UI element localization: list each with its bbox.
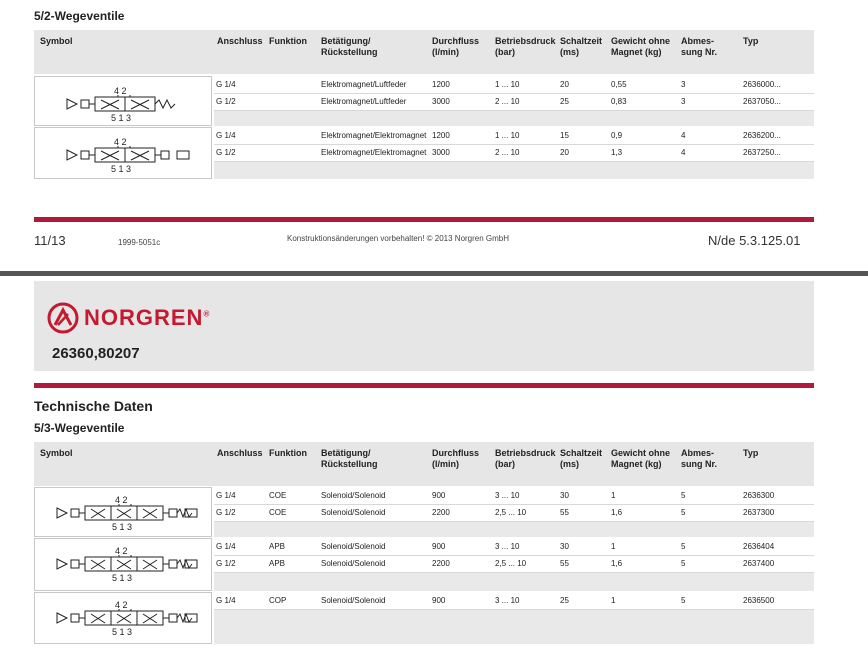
cell-betaetigung: Elektromagnet/Elektromagnet	[321, 148, 427, 157]
cell-betaetigung: Solenoid/Solenoid	[321, 491, 386, 500]
section-title-53: 5/3-Wegeventile	[34, 421, 125, 435]
page-break	[0, 271, 868, 276]
symbol-cell-cop	[34, 592, 212, 644]
cell-betaetigung: Elektromagnet/Luftfeder	[321, 80, 407, 89]
table-row	[214, 555, 814, 572]
brand-name: NORGREN®	[84, 305, 211, 330]
svg-text:5 1 3: 5 1 3	[112, 627, 133, 637]
cell-durchfluss: 3000	[432, 148, 450, 157]
cell-gewicht: 1,3	[611, 148, 623, 157]
header-betriebsdruck: Betriebsdruck (bar)	[495, 36, 556, 57]
header-betaetigung: Betätigung/ Rückstellung	[321, 36, 378, 57]
cell-durchfluss: 1200	[432, 131, 450, 140]
footer-page: 11/13	[34, 233, 66, 248]
cell-abmessung: 5	[681, 542, 686, 551]
cell-anschluss: G 1/2	[216, 508, 236, 517]
cell-typ: 2636404	[743, 542, 775, 551]
cell-abmessung: 5	[681, 596, 686, 605]
cell-druck: 2 ... 10	[495, 97, 520, 106]
svg-text:4 2: 4 2	[115, 495, 128, 505]
cell-anschluss: G 1/2	[216, 148, 236, 157]
cell-typ: 2637050...	[743, 97, 781, 106]
valve-symbol-icon	[35, 77, 211, 125]
header-typ: Typ	[743, 448, 759, 458]
cell-durchfluss: 3000	[432, 97, 450, 106]
cell-gewicht: 1,6	[611, 508, 623, 517]
table-header-53	[34, 442, 814, 486]
header-typ: Typ	[743, 36, 759, 46]
cell-schaltzeit: 20	[560, 148, 569, 157]
cell-funktion: COE	[269, 491, 287, 500]
svg-text:5 1 3: 5 1 3	[112, 573, 133, 583]
footer-code: 1999-5051c	[118, 238, 161, 247]
row-divider	[214, 521, 814, 522]
cell-schaltzeit: 15	[560, 131, 569, 140]
header-abmessung: Abmes- sung Nr.	[681, 36, 718, 57]
header-funktion: Funktion	[269, 448, 307, 458]
cell-gewicht: 0,83	[611, 97, 627, 106]
cell-typ: 2636300	[743, 491, 775, 500]
header-schaltzeit: Schaltzeit (ms)	[560, 36, 603, 57]
cell-druck: 3 ... 10	[495, 596, 520, 605]
row-divider	[214, 609, 814, 610]
cell-gewicht: 1,6	[611, 559, 623, 568]
header-funktion: Funktion	[269, 36, 307, 46]
symbol-cell-apb	[34, 538, 212, 591]
symbol-cell-coe	[34, 487, 212, 537]
valve-symbol-icon	[35, 593, 211, 643]
cell-typ: 2636000...	[743, 80, 781, 89]
table-row	[214, 504, 814, 521]
cell-gewicht: 1	[611, 542, 616, 551]
cell-gewicht: 1	[611, 596, 616, 605]
cell-typ: 2636500	[743, 596, 775, 605]
header-gewicht: Gewicht ohne Magnet (kg)	[611, 36, 671, 57]
spacer-band	[214, 110, 814, 126]
divider-red	[34, 383, 814, 388]
cell-abmessung: 5	[681, 508, 686, 517]
svg-text:4 2: 4 2	[114, 86, 127, 96]
cell-abmessung: 3	[681, 80, 686, 89]
part-number: 26360,80207	[52, 345, 140, 362]
cell-durchfluss: 1200	[432, 80, 450, 89]
cell-schaltzeit: 30	[560, 491, 569, 500]
cell-betaetigung: Solenoid/Solenoid	[321, 542, 386, 551]
header-symbol: Symbol	[40, 36, 73, 46]
symbol-cell-52-sol	[34, 127, 212, 179]
table-row	[214, 76, 814, 93]
cell-druck: 2 ... 10	[495, 148, 520, 157]
cell-schaltzeit: 20	[560, 80, 569, 89]
table-row	[214, 93, 814, 110]
cell-betaetigung: Solenoid/Solenoid	[321, 508, 386, 517]
cell-druck: 2,5 ... 10	[495, 508, 527, 517]
cell-durchfluss: 2200	[432, 559, 450, 568]
brand-header	[34, 281, 814, 371]
footer-notice: Konstruktionsänderungen vorbehalten! © 2013 Norgren GmbH	[287, 234, 510, 243]
table-row	[214, 592, 814, 609]
svg-text:4 2: 4 2	[115, 546, 128, 556]
header-durchfluss: Durchfluss (l/min)	[432, 448, 480, 469]
cell-funktion: COE	[269, 508, 287, 517]
cell-betaetigung: Solenoid/Solenoid	[321, 596, 386, 605]
section-title-52: 5/2-Wegeventile	[34, 9, 125, 23]
spacer-band	[214, 161, 814, 179]
cell-durchfluss: 900	[432, 542, 446, 551]
cell-druck: 1 ... 10	[495, 131, 520, 140]
cell-anschluss: G 1/4	[216, 542, 236, 551]
cell-durchfluss: 2200	[432, 508, 450, 517]
svg-text:5 1 3: 5 1 3	[111, 164, 132, 174]
norgren-logo-icon	[46, 301, 80, 335]
cell-druck: 3 ... 10	[495, 542, 520, 551]
valve-symbol-icon	[35, 539, 211, 590]
header-abmessung: Abmes- sung Nr.	[681, 448, 718, 469]
cell-gewicht: 1	[611, 491, 616, 500]
cell-funktion: APB	[269, 559, 286, 568]
cell-gewicht: 0,55	[611, 80, 627, 89]
cell-betaetigung: Solenoid/Solenoid	[321, 559, 386, 568]
cell-anschluss: G 1/2	[216, 97, 236, 106]
cell-funktion: COP	[269, 596, 287, 605]
symbol-cell-52-air	[34, 76, 212, 126]
svg-text:5 1 3: 5 1 3	[112, 522, 133, 532]
table-row	[214, 144, 814, 161]
row-divider	[214, 110, 814, 111]
cell-abmessung: 4	[681, 131, 686, 140]
cell-druck: 1 ... 10	[495, 80, 520, 89]
footer-ref: N/de 5.3.125.01	[708, 233, 801, 248]
table-row	[214, 538, 814, 555]
cell-funktion: APB	[269, 542, 286, 551]
cell-typ: 2637400	[743, 559, 775, 568]
cell-abmessung: 5	[681, 491, 686, 500]
header-durchfluss: Durchfluss (l/min)	[432, 36, 480, 57]
svg-text:4 2: 4 2	[114, 137, 127, 147]
cell-gewicht: 0,9	[611, 131, 623, 140]
cell-betaetigung: Elektromagnet/Elektromagnet	[321, 131, 427, 140]
cell-durchfluss: 900	[432, 596, 446, 605]
table-header-52	[34, 30, 814, 74]
cell-anschluss: G 1/2	[216, 559, 236, 568]
divider-red	[34, 217, 814, 222]
header-symbol: Symbol	[40, 448, 73, 458]
section-heading: Technische Daten	[34, 398, 153, 414]
valve-symbol-icon	[35, 488, 211, 536]
cell-typ: 2636200...	[743, 131, 781, 140]
header-betriebsdruck: Betriebsdruck (bar)	[495, 448, 556, 469]
row-divider	[214, 572, 814, 573]
table-row	[214, 487, 814, 504]
cell-typ: 2637250...	[743, 148, 781, 157]
cell-anschluss: G 1/4	[216, 80, 236, 89]
cell-druck: 3 ... 10	[495, 491, 520, 500]
svg-text:4 2: 4 2	[115, 600, 128, 610]
cell-druck: 2,5 ... 10	[495, 559, 527, 568]
cell-abmessung: 4	[681, 148, 686, 157]
header-gewicht: Gewicht ohne Magnet (kg)	[611, 448, 671, 469]
cell-anschluss: G 1/4	[216, 491, 236, 500]
cell-abmessung: 3	[681, 97, 686, 106]
cell-schaltzeit: 55	[560, 508, 569, 517]
header-betaetigung: Betätigung/ Rückstellung	[321, 448, 378, 469]
header-anschluss: Anschluss	[217, 36, 263, 46]
row-divider	[214, 161, 814, 162]
svg-text:5 1 3: 5 1 3	[111, 113, 132, 123]
header-schaltzeit: Schaltzeit (ms)	[560, 448, 603, 469]
cell-schaltzeit: 25	[560, 97, 569, 106]
cell-typ: 2637300	[743, 508, 775, 517]
valve-symbol-icon	[35, 128, 211, 178]
cell-betaetigung: Elektromagnet/Luftfeder	[321, 97, 407, 106]
spacer-band	[214, 609, 814, 644]
spacer-band	[214, 521, 814, 537]
spacer-band	[214, 572, 814, 591]
cell-durchfluss: 900	[432, 491, 446, 500]
cell-abmessung: 5	[681, 559, 686, 568]
cell-anschluss: G 1/4	[216, 596, 236, 605]
table-row	[214, 127, 814, 144]
cell-schaltzeit: 25	[560, 596, 569, 605]
header-anschluss: Anschluss	[217, 448, 263, 458]
cell-schaltzeit: 55	[560, 559, 569, 568]
cell-anschluss: G 1/4	[216, 131, 236, 140]
cell-schaltzeit: 30	[560, 542, 569, 551]
